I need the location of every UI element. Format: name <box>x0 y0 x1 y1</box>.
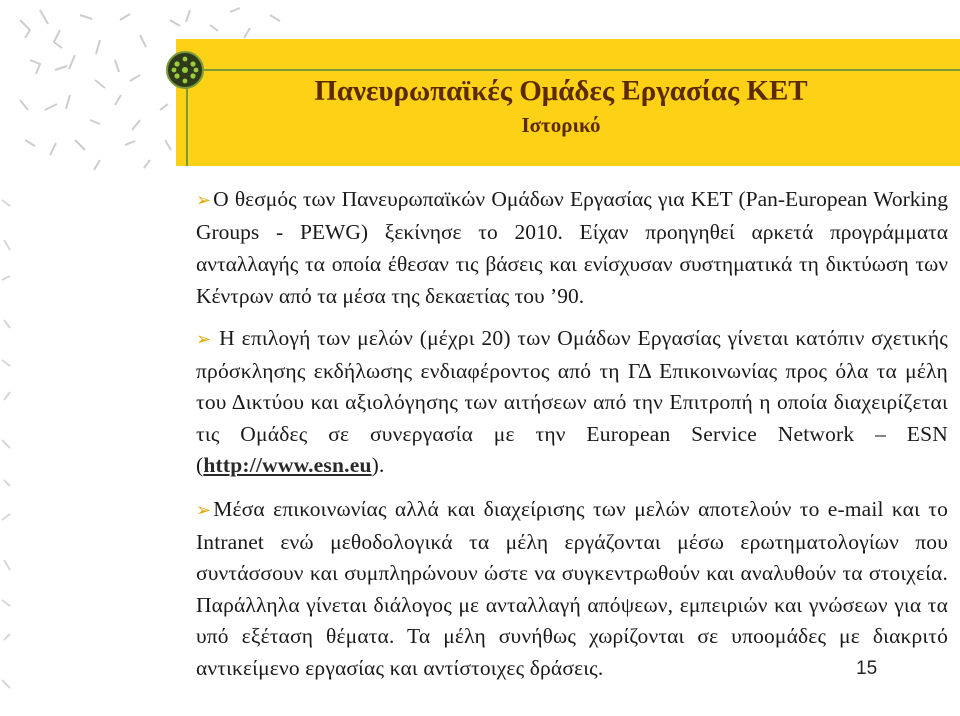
esn-link[interactable]: http://www.esn.eu <box>203 453 372 477</box>
page-subtitle: Ιστορικό <box>521 113 601 137</box>
page-title: Πανευρωπαϊκές Ομάδες Εργασίας ΚΕΤ <box>314 75 808 107</box>
paragraph-text-end: ). <box>371 453 385 477</box>
arrow-bullet-icon: ➢ <box>196 329 218 349</box>
paragraph-selection <box>196 323 948 482</box>
arrow-bullet-icon: ➢ <box>196 500 212 520</box>
arrow-bullet-icon: ➢ <box>196 190 212 210</box>
decorative-side-pattern <box>0 0 14 716</box>
page-number: 15 <box>856 658 878 679</box>
paragraph-history <box>196 183 948 312</box>
paragraph-text: Μέσα επικοινωνίας αλλά και διαχείρισης των μελών αποτελούν το e-mail και το Intranet ενώ μεθοδολογικά τα μέλη εργάζονται μέσω ερωτηματολογίων που συντάσσουν και συμπληρώνουν ώστε να συγκεντρωθούν και αναλυθούν τα στοιχεία. Παράλληλα γίνεται διάλογος με ανταλλαγή απόψεων, εμπειριών και γνώσεων για τα υπό εξέταση θέματα. Τα μέλη συνήθως χωρίζονται σε υποομάδες με διακριτό αντικείμενο εργασίας και αντίστοιχες δράσεις. <box>196 497 948 680</box>
paragraph-text: Ο θεσμός των Πανευρωπαϊκών Ομάδων Εργασίας για ΚΕΤ (Pan-European Working Groups - PEWG) ξεκίνησε το 2010. Είχαν προηγηθεί αρκετά προγράμματα ανταλλαγής τα οποία έθεσαν τις βάσεις και ενίσχυσαν συστηματικά τη δικτύωση των Κέντρων από τα μέσα της δεκαετίας του ’90. <box>196 187 948 308</box>
header-divider-line <box>178 69 960 71</box>
paragraph-text: Η επιλογή των μελών (μέχρι 20) των Ομάδων Εργασίας γίνεται κατόπιν σχετικής πρόσκλησης εκδήλωσης ενδιαφέροντος από τη ΓΔ Επικοινωνίας προς όλα τα μέλη του Δικτύου και αξιολόγησης των αιτήσεων από την Επιτροπή η οποία διαχειρίζεται τις Ομάδες σε συνεργασία με την European Service Network – ESN ( <box>196 326 948 477</box>
paragraph-communication <box>196 494 948 684</box>
